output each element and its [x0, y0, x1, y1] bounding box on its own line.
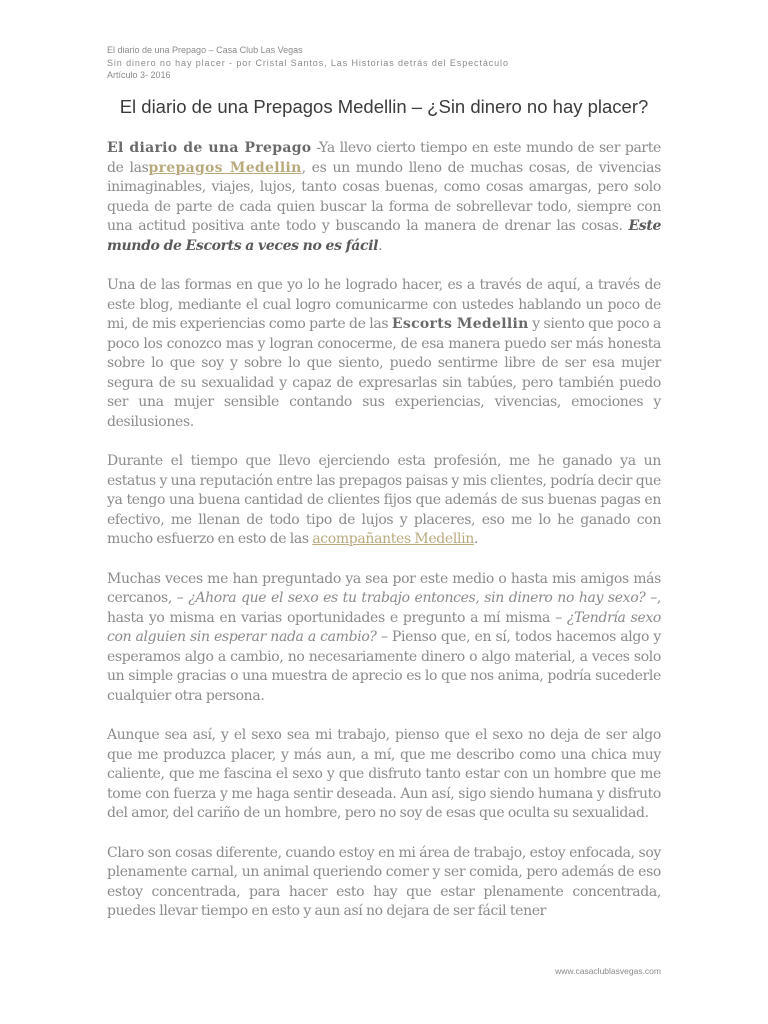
header-line-3: Artículo 3- 2016 — [107, 70, 171, 80]
footer-url: www.casaclublasvegas.com — [555, 966, 661, 976]
paragraph-1 — [107, 139, 661, 256]
paragraph-2 — [107, 276, 661, 432]
lead-phrase: El diario de una Prepago — [107, 140, 312, 156]
escorts-medellin-bold: Escorts Medellin — [391, 316, 529, 332]
paragraph-5: Aunque sea así, y el sexo sea mi trabajo, pienso que el sexo no deja de ser algo que me produzca placer, y más aun, a mí, que me describo como una chica muy caliente, que me fascina el sexo y que disfruto tanto estar con un hombre que me tome con fuerza y me haga sentir deseada. Aun así, sigo siendo humana y disfruto del amor, del cariño de un hombre, pero no soy de esas que oculta su sexualidad. — [107, 727, 661, 821]
paragraph-1-text-b: , es un mundo lleno de muchas cosas, de vivencias inimaginables, viajes, lujos, tanto cosas buenas, como cosas amargas, pero solo queda de parte de cada quien buscar la forma de sobrellevar todo, siempre con una actitud positiva ante todo y buscando la manera de drenar las cosas. — [107, 159, 661, 234]
paragraph-1-text-c: . — [378, 237, 383, 254]
quote-question-1: ¿Ahora que el sexo es tu trabajo entonces, sin dinero no hay sexo? — [188, 590, 646, 606]
acompanantes-medellin-link[interactable]: acompañantes Medellin — [312, 531, 474, 547]
paragraph-2-text-b: y siento que poco a poco los conozco mas y logran conocerme, de esa manera puedo ser más honesta sobre lo que soy y sobre lo que siento, puedo sentirme libre de ser esa mujer segura de su sexualidad y capaz de expresarlas sin tabúes, pero también puedo ser una mujer sensible contando sus experiencias, vivencias, emociones y desilusiones. — [107, 316, 661, 430]
paragraph-4-text-b: –, hasta yo misma en varias oportunidades e pregunto a mí misma – — [107, 590, 661, 626]
emphasis-phrase: Este mundo de Escorts a veces no es fácil — [107, 218, 661, 254]
header-line-1: El diario de una Prepago – Casa Club Las Vegas — [107, 45, 303, 55]
paragraph-3-text-a: Durante el tiempo que llevo ejerciendo esta profesión, me he ganado ya un estatus y una reputación entre las prepagos paisas y mis clientes, podría decir que ya tengo una buena cantidad de clientes fijos que además de sus buenas pagas en efectivo, me llenan de todo tipo de lujos y placeres, eso me lo he ganado con mucho esfuerzo en esto de las — [107, 453, 661, 547]
paragraph-4 — [107, 570, 661, 707]
article-body — [107, 139, 661, 942]
paragraph-2-text-a: Una de las formas en que yo lo he logrado hacer, es a través de aquí, a través de este blog, mediante el cual logro comunicarme con ustedes hablando un poco de mi, de mis experiencias como parte de las — [107, 277, 661, 332]
paragraph-3-text-b: . — [473, 531, 479, 547]
paragraph-4-text-c: – Pienso que, en sí, todos hacemos algo y esperamos algo a cambio, no necesariamente dinero o algo material, a veces solo un simple gracias o una muestra de aprecio es lo que nos anima, podría sucederle cualquier otra persona. — [107, 629, 661, 704]
paragraph-6: Claro son cosas diferente, cuando estoy en mi área de trabajo, estoy enfocada, soy plenamente carnal, un animal queriendo comer y ser comida, pero además de eso estoy concentrada, para hacer esto hay que estar plenamente concentrada, puedes llevar tiempo en esto y aun así no dejara de ser fácil tener — [107, 844, 661, 919]
paragraph-1-text-a: -Ya llevo cierto tiempo en este mundo de ser parte de las — [107, 140, 661, 176]
prepagos-medellin-link[interactable]: prepagos Medellin — [148, 159, 302, 176]
paragraph-4-text-a: Muchas veces me han preguntado ya sea por este medio o hasta mis amigos más cercanos, – — [107, 570, 661, 606]
paragraph-3 — [107, 452, 661, 550]
document-header — [107, 44, 667, 82]
quote-question-2: ¿Tendría sexo con alguien sin esperar nada a cambio? — [107, 609, 661, 645]
article-title: El diario de una Prepagos Medellin – ¿Sin dinero no hay placer? — [119, 96, 649, 117]
header-line-2: Sin dinero no hay placer - por Cristal Santos, Las Historias detrás del Espectáculo — [107, 57, 509, 68]
